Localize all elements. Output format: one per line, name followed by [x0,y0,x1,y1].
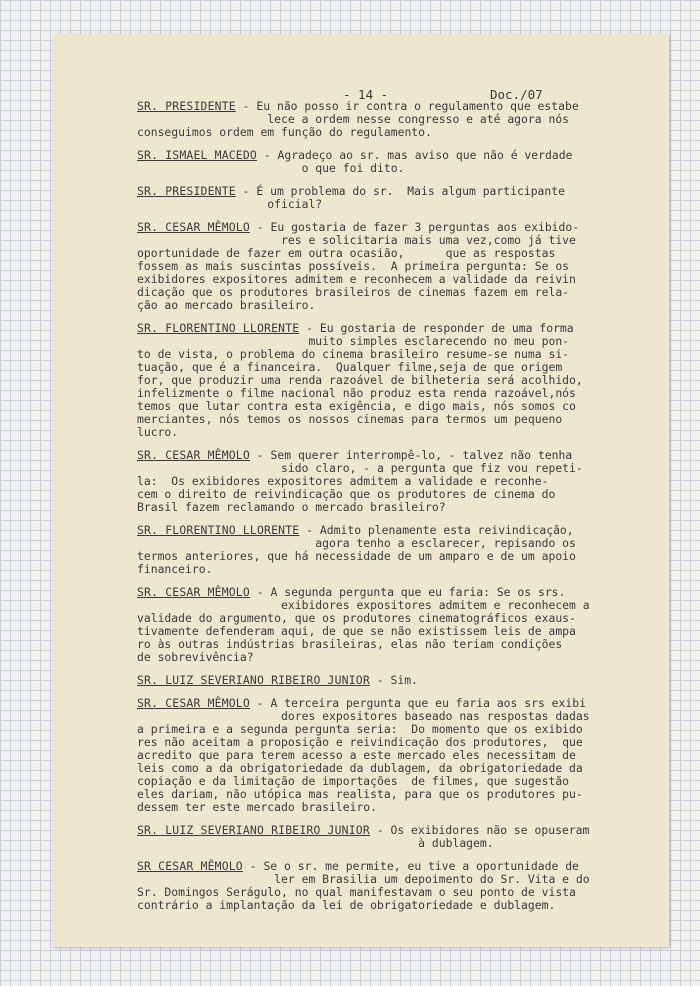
line-text: - Agradeço ao sr. mas aviso que não é verdade [256,148,573,162]
line-text: infelizmente o filme nacional não produz esta renda razoável,nós [137,386,576,400]
line-text: dores expositores baseado nas respostas dadas [137,709,590,723]
line-text: à dublagem. [137,836,494,850]
transcript-entry [137,221,655,312]
speaker-name: SR. FLORENTINO LLORENTE [137,523,300,537]
line-text: conseguimos ordem em função do regulamento. [137,125,432,139]
line-text: ler em Brasilia um depoimento do Sr. Vita e do [137,872,590,886]
transcript-entry [137,524,655,576]
line-text: ro às outras indústrias brasileiras, elas não teriam condições [137,637,563,651]
line-text: oportunidade de fazer em outra ocasião, que as respostas [137,246,556,260]
transcript-line [137,563,655,576]
line-text: res não aceitam a proposição e reivindicação dos produtores, que [137,735,583,749]
line-text: exibidores expositores admitem e reconhecem a [137,598,590,612]
line-text: oficial? [137,197,323,211]
line-text: Brasil fazem reclamando o mercado brasileiro? [137,500,446,514]
transcript-line [137,413,655,426]
line-text: sido claro, - a pergunta que fiz vou repeti- [137,461,583,475]
line-text: - Sim. [369,673,418,687]
line-text: - Eu gostaria de fazer 3 perguntas aos exibido- [249,220,580,234]
line-text: dessem ter este mercado brasileiro. [137,800,378,814]
transcript-line [137,651,655,664]
transcript-line [137,837,655,850]
line-text: la: Os exibidores expositores admitem a validade e reconhe- [137,474,549,488]
line-text: for, que produzir uma renda razoável de bilheteria será acolhido, [137,373,583,387]
transcript-line [137,162,655,175]
line-text: lece a ordem nesse congresso e até agora nós [137,112,570,126]
line-text: lucro. [137,425,179,439]
transcript-line [137,550,655,563]
transcript-line [137,426,655,439]
line-text: tivamente defenderam aqui, de que se não existissem leis de ampa [137,624,576,638]
line-text: validade do argumento, que os produtores cinematográficos exaus- [137,611,576,625]
transcript-line [137,198,655,211]
transcript-line [137,899,655,912]
line-text: ção ao mercado brasileiro. [137,298,316,312]
transcript-line [137,801,655,814]
line-text: - Eu gostaria de responder de uma forma [299,321,574,335]
line-text: - Os exibidores não se opuseram [369,823,590,837]
transcript-entry [137,100,655,139]
speaker-name: SR. CESAR MÊMOLO [137,585,250,599]
transcript-line [137,126,655,139]
document-reference: Doc./07 [490,87,543,102]
line-text: o que foi dito. [137,161,405,175]
speaker-name: SR. CESAR MÊMOLO [137,448,250,462]
transcript-body [137,100,655,912]
line-text: dicação que os produtores brasileiros de cinemas fazem em rela- [137,285,570,299]
transcript-line [137,299,655,312]
line-text: - Eu não posso ir contra o regulamento que estabe [235,99,579,113]
page-number: - 14 - [343,87,389,102]
line-text: eles dariam, não utópica mas realista, para que os produtores pu- [137,787,583,801]
line-text: merciantes, nós temos os nossos cinemas para termos um pequeno [137,412,563,426]
line-text: to de vista, o problema do cinema brasileiro resume-se numa si- [137,347,570,361]
line-text: - Admito plenamente esta reivindicação, [299,523,574,537]
transcript-line [137,501,655,514]
speaker-name: SR. FLORENTINO LLORENTE [137,321,300,335]
speaker-name: SR. ISMAEL MACEDO [137,148,257,162]
page-header [53,87,669,103]
transcript-entry [137,824,655,850]
line-text: contrário a implantação da lei de obrigatoriedade e dublagem. [137,898,556,912]
transcript-entry [137,697,655,814]
line-text: copiação e da limitação de importações de filmes, que sugestão [137,774,570,788]
transcript-line [137,674,655,687]
line-text: financeiro. [137,562,213,576]
line-text: tuação, que é a financeira. Qualquer filme,seja de que origem [137,360,563,374]
line-text: cem o direito de reivindicação que os produtores de cinema do [137,487,556,501]
transcript-entry [137,149,655,175]
transcript-entry [137,185,655,211]
line-text: leis como a da obrigatoriedade da dublagem, da obrigatoriedade da [137,761,583,775]
line-text: exibidores expositores admitem e reconhecem a validade da reivin [137,272,576,286]
speaker-name: SR. LUIZ SEVERIANO RIBEIRO JUNIOR [137,823,370,837]
line-text: - A segunda pergunta que eu faria: Se os srs. [249,585,566,599]
transcript-entry [137,449,655,514]
transcript-entry [137,586,655,664]
speaker-name: SR. PRESIDENTE [137,99,236,113]
speaker-name: SR CESAR MÊMOLO [137,859,243,873]
line-text: termos anteriores, que há necessidade de um amparo e de um apoio [137,549,576,563]
line-text: a primeira e a segunda pergunta seria: Do momento que os exibido [137,722,583,736]
line-text: - Sem querer interrompê-lo, - talvez não tenha [249,448,573,462]
line-text: acredito que para terem acesso a este mercado eles necessitam de [137,748,576,762]
line-text: agora tenho a esclarecer, repisando os [137,536,576,550]
speaker-name: SR. LUIZ SEVERIANO RIBEIRO JUNIOR [137,673,370,687]
transcript-entry [137,860,655,912]
speaker-name: SR. CESAR MÊMOLO [137,220,250,234]
line-text: Sr. Domingos Serágulo, no qual manifestavam o seu ponto de vista [137,885,576,899]
line-text: temos que lutar contra esta exigência, e digo mais, nós somos co [137,399,576,413]
speaker-name: SR. PRESIDENTE [137,184,236,198]
line-text: - A terceira pergunta que eu faria aos srs exibi [249,696,586,710]
line-text: - É um problema do sr. Mais algum participante [235,184,565,198]
line-text: de sobrevivência? [137,650,254,664]
line-text: - Se o sr. me permite, eu tive a oportunidade de [242,859,579,873]
document-page [53,34,669,947]
line-text: muito simples esclarecendo no meu pon- [137,334,570,348]
speaker-name: SR. CESAR MÊMOLO [137,696,250,710]
line-text: res e solicitaria mais uma vez,como já tive [137,233,576,247]
transcript-entry [137,674,655,687]
transcript-entry [137,322,655,439]
line-text: fossem as mais suscintas possíveis. A primeira pergunta: Se os [137,259,570,273]
